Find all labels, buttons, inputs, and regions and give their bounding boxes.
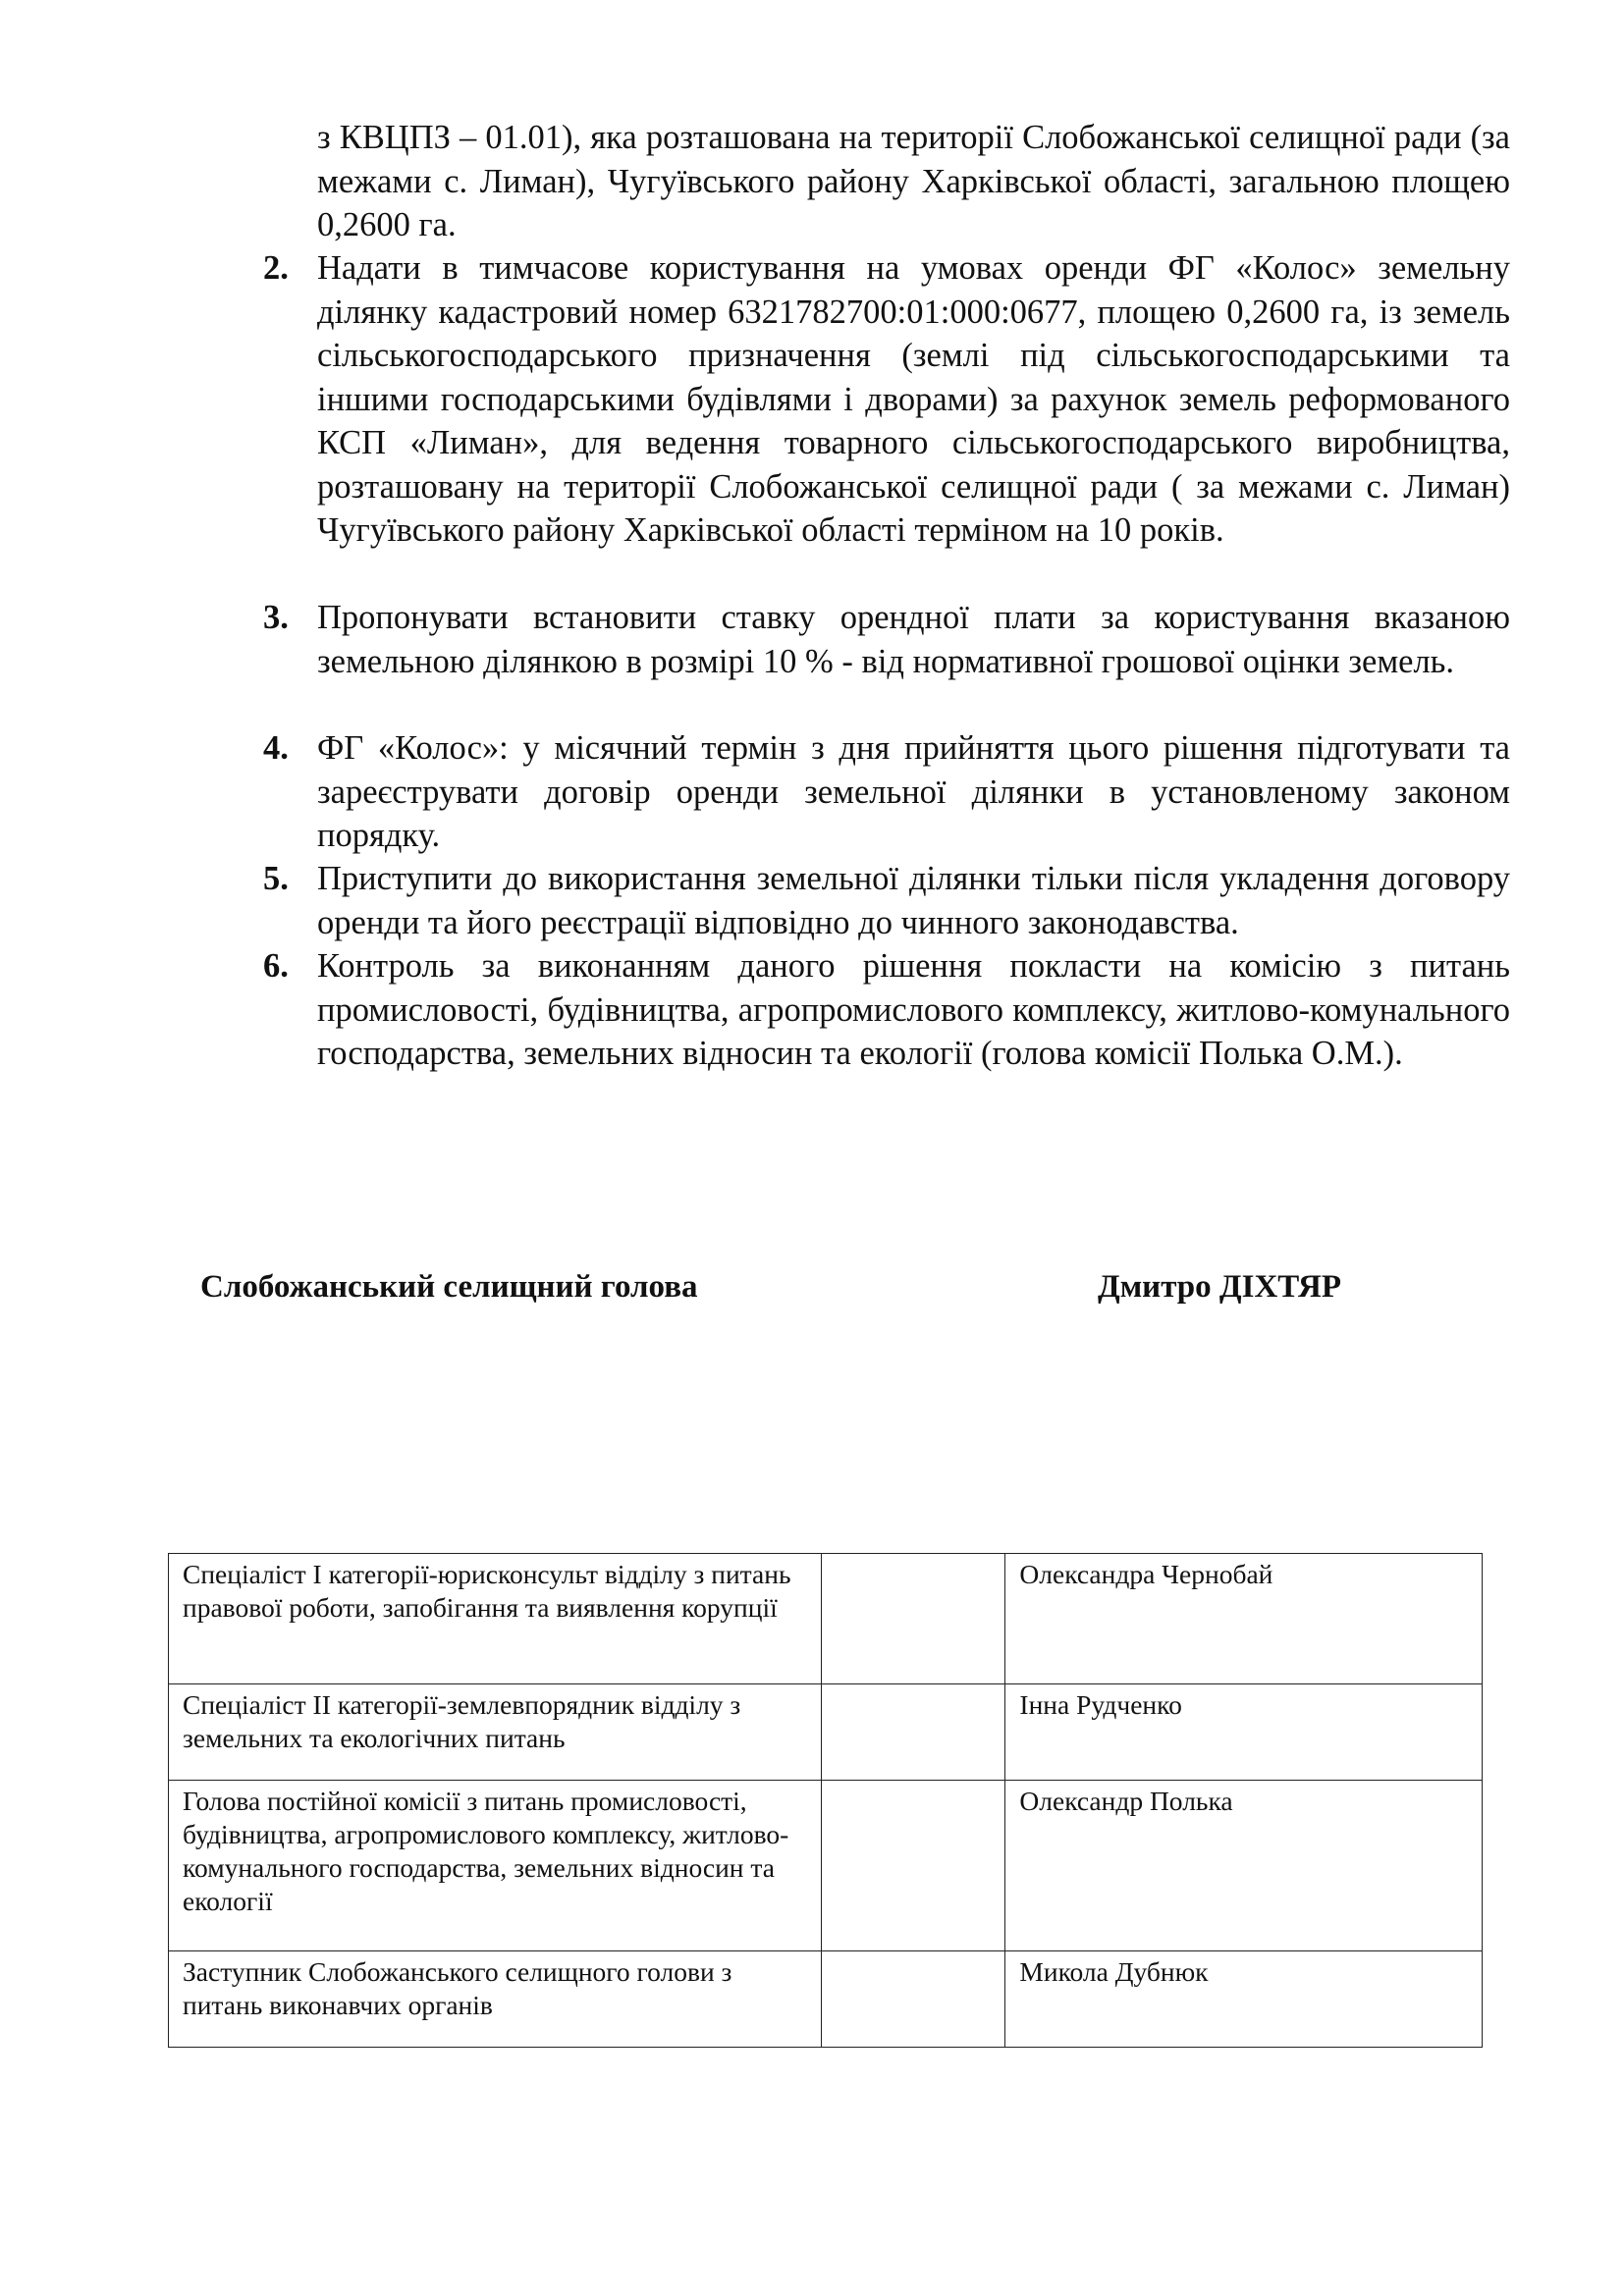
item-text: Контроль за виконанням даного рішення покласти на комісію з питань промисловості, будівництва, агропромислового комплексу, житлово-комунального господарства, земельних відносин та екології (голова комісії Полька О.М.). [317,947,1510,1072]
item-number: 5. [263,860,289,897]
signature-position: Слобожанський селищний голова [200,1269,698,1305]
approver-name: Микола Дубнюк [1005,1951,1483,2048]
signature-name: Дмитро ДІХТЯР [1098,1269,1342,1305]
approver-name: Олександра Чернобай [1005,1554,1483,1684]
item-text: ФГ «Колос»: у місячний термін з дня прийняття цього рішення підготувати та зареєструвати договір оренди земельної ділянки в установленому законом порядку. [317,729,1510,854]
approver-role: Голова постійної комісії з питань промисловості, будівництва, агропромислового комплексу, житлово-комунального господарства, земельних відносин та екології [169,1781,822,1951]
table-row [169,1781,1483,1951]
resolution-item [255,246,1510,596]
approver-role: Заступник Слобожанського селищного голови з питань виконавчих органів [169,1951,822,2048]
table-row [169,1951,1483,2048]
signature-cell [822,1781,1005,1951]
approver-name: Олександр Полька [1005,1781,1483,1951]
approver-role: Спеціаліст І категорії-юрисконсульт відділу з питань правової роботи, запобігання та виявлення корупції [169,1554,822,1684]
approver-role: Спеціаліст ІІ категорії-землевпорядник відділу з земельних та екологічних питань [169,1684,822,1781]
signature-cell [822,1951,1005,2048]
resolution-item [255,596,1510,726]
table-row [169,1554,1483,1684]
item-text: Надати в тимчасове користування на умовах оренди ФГ «Колос» земельну ділянку кадастровий номер 6321782700:01:000:0677, площею 0,2600 га, із земель сільськогосподарського призначення (землі під сільськогосподарськими та іншими господарськими будівлями і дворами) за рахунок земель реформованого КСП «Лиман», для ведення товарного сільськогосподарського виробництва, розташовану на території Слобожанської селищної ради ( за межами с. Лиман) Чугуївського району Харківської області терміном на 10 років. [317,249,1510,549]
signature-cell [822,1684,1005,1781]
approver-name: Інна Рудченко [1005,1684,1483,1781]
resolution-item [255,726,1510,857]
item-number: 6. [263,947,289,985]
approval-table [168,1553,1483,2048]
signature-cell [822,1554,1005,1684]
table-row [169,1684,1483,1781]
resolution-item [255,857,1510,944]
item-text: Пропонувати встановити ставку орендної плати за користування вказаною земельною ділянкою в розмірі 10 % - від нормативної грошової оцінки земель. [317,599,1510,680]
lead-paragraph: з КВЦПЗ – 01.01), яка розташована на території Слобожанської селищної ради (за межами с. Лиман), Чугуївського району Харківської області, загальною площею 0,2600 га. [317,119,1510,243]
item-number: 2. [263,249,289,287]
item-text: Приступити до використання земельної ділянки тільки після укладення договору оренди та його реєстрації відповідно до чинного законодавства. [317,860,1510,941]
resolution-items [255,246,1510,1119]
item-number: 4. [263,729,289,767]
item-number: 3. [263,599,289,636]
resolution-item [255,944,1510,1119]
